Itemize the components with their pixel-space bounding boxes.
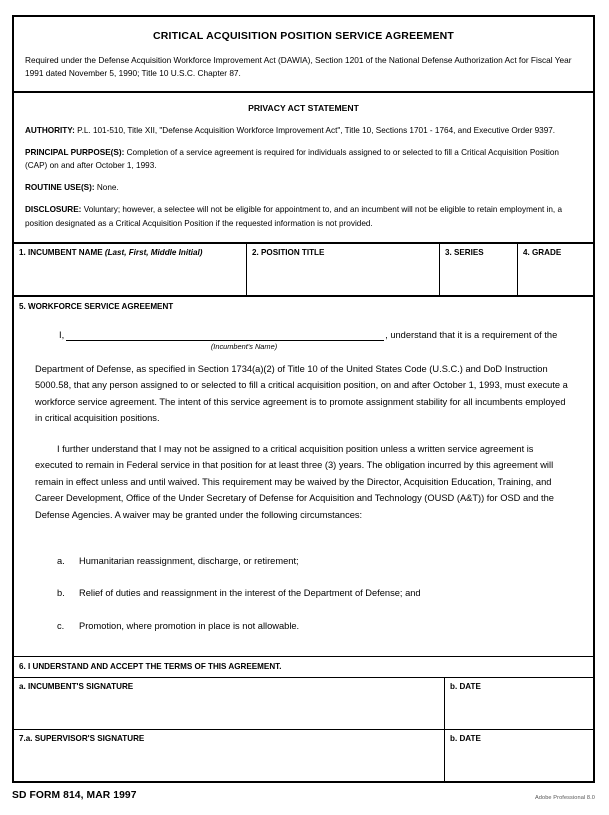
privacy-item-disclosure bbox=[14, 203, 593, 241]
field-incumbent-date[interactable] bbox=[445, 678, 593, 729]
agreement-lead-in: I, bbox=[59, 329, 65, 340]
field-incumbent-name-label: 1. INCUMBENT NAME (Last, First, Middle Initial) bbox=[19, 247, 203, 257]
waiver-item-text: Humanitarian reassignment, discharge, or retirement; bbox=[79, 555, 299, 566]
privacy-item-routine-use bbox=[14, 181, 593, 203]
field-incumbent-signature-label: a. INCUMBENT'S SIGNATURE bbox=[19, 681, 134, 691]
agreement-lead-out: , understand that it is a requirement of the bbox=[385, 329, 558, 340]
privacy-text-principal-purpose: Completion of a service agreement is required for individuals assigned to or selected to fill a Critical Acquisition Position (CAP) on and after October 1, 1993. bbox=[25, 148, 559, 171]
block6-heading: 6. I UNDERSTAND AND ACCEPT THE TERMS OF THIS AGREEMENT. bbox=[19, 661, 282, 671]
waiver-item-text: Relief of duties and reassignment in the interest of the Department of Defense; and bbox=[79, 588, 421, 599]
block5-body bbox=[14, 317, 593, 548]
form-number-label: SD FORM 814, MAR 1997 bbox=[12, 790, 137, 801]
field-incumbent-date-label: b. DATE bbox=[450, 681, 481, 691]
form-document bbox=[12, 15, 595, 783]
privacy-text-routine-use: None. bbox=[96, 183, 119, 193]
block5-heading: 5. WORKFORCE SERVICE AGREEMENT bbox=[19, 301, 174, 311]
agreement-paragraph-2: I further understand that I may not be assigned to a critical acquisition position unless a written service agreement is executed to remain in Federal service in that position for at least three (3) years. The obligation incurred by this agreement will remain in effect unless and until waived. This requirement may be waived by the Director, Acquisition Education, Training, and Career Development, Office of the Under Secretary of Defense for Acquisition and Technology (OUSD (A&T)) for OSD and the Defense Agencies. A waiver may be granted under the following circumstances: bbox=[35, 443, 554, 520]
privacy-label-principal-purpose: PRINCIPAL PURPOSE(S): bbox=[25, 148, 125, 157]
field-incumbent-name-hint: (Last, First, Middle Initial) bbox=[104, 247, 203, 257]
field-supervisor-signature[interactable] bbox=[14, 730, 445, 781]
waiver-item-marker: b. bbox=[57, 588, 65, 599]
agreement-paragraph-1: Department of Defense, as specified in Section 1734(a)(2) of Title 10 of the United States Code (U.S.C.) and DoD Instruction 5000.58, that any person assigned to or selected to fill a critical acquisition position, on and after October 1, 1993, must execute a workforce service agreement. The intent of this service agreement is to promote assignment stability for all incumbents employed in critical acquisition positions. bbox=[35, 363, 568, 424]
field-supervisor-date-label: b. DATE bbox=[450, 733, 481, 743]
field-row-identity bbox=[14, 244, 593, 295]
incumbent-name-input[interactable] bbox=[66, 327, 384, 341]
form-title: CRITICAL ACQUISITION POSITION SERVICE AGREEMENT bbox=[152, 30, 455, 42]
privacy-item-principal-purpose bbox=[14, 146, 593, 181]
field-grade-label: 4. GRADE bbox=[523, 247, 562, 257]
field-series[interactable] bbox=[440, 244, 518, 295]
waiver-item bbox=[35, 554, 572, 570]
field-position-title-label: 2. POSITION TITLE bbox=[252, 247, 325, 257]
waiver-item-marker: a. bbox=[57, 555, 65, 566]
privacy-label-disclosure: DISCLOSURE: bbox=[25, 205, 82, 215]
incumbent-name-caption: (Incumbent's Name) bbox=[210, 341, 278, 351]
waiver-list bbox=[14, 548, 593, 656]
field-incumbent-name[interactable] bbox=[14, 244, 247, 295]
privacy-label-authority: AUTHORITY: bbox=[25, 125, 75, 135]
waiver-item bbox=[35, 586, 572, 602]
field-supervisor-date[interactable] bbox=[445, 730, 593, 781]
waiver-item-marker: c. bbox=[57, 621, 65, 632]
field-grade[interactable] bbox=[518, 244, 593, 295]
privacy-text-authority: P.L. 101-510, Title XII, "Defense Acquisition Workforce Improvement Act", Title 10, Sections 1701 - 1764, and Executive Order 9397. bbox=[77, 125, 556, 135]
privacy-act-heading: PRIVACY ACT STATEMENT bbox=[248, 102, 359, 113]
privacy-text-disclosure: Voluntary; however, a selectee will not be eligible for appointment to, and an incumbent will not be eligible to retain employment in, a position designated as a Critical Acquisition Position if the requested information is not provided. bbox=[25, 205, 563, 228]
privacy-label-routine-use: ROUTINE USE(S): bbox=[25, 183, 95, 193]
field-incumbent-signature[interactable] bbox=[14, 678, 445, 729]
field-position-title[interactable] bbox=[247, 244, 440, 295]
signature-row-supervisor bbox=[14, 730, 593, 781]
waiver-item-text: Promotion, where promotion in place is not allowable. bbox=[79, 621, 300, 632]
producer-note-label: Adobe Professional 8.0 bbox=[534, 795, 595, 801]
field-series-label: 3. SERIES bbox=[445, 247, 484, 257]
form-intro-text: Required under the Defense Acquisition Workforce Improvement Act (DAWIA), Section 1201 of the National Defense Authorization Act for Fiscal Year 1991 dated November 5, 1990; Title 10 U.S.C. Chapter 87. bbox=[25, 55, 572, 79]
privacy-item-authority bbox=[14, 124, 593, 146]
form-footer bbox=[12, 790, 595, 810]
field-supervisor-signature-label: 7.a. SUPERVISOR'S SIGNATURE bbox=[19, 733, 145, 743]
incumbent-name-line bbox=[35, 327, 572, 341]
waiver-item bbox=[35, 619, 572, 635]
signature-row-incumbent bbox=[14, 678, 593, 729]
